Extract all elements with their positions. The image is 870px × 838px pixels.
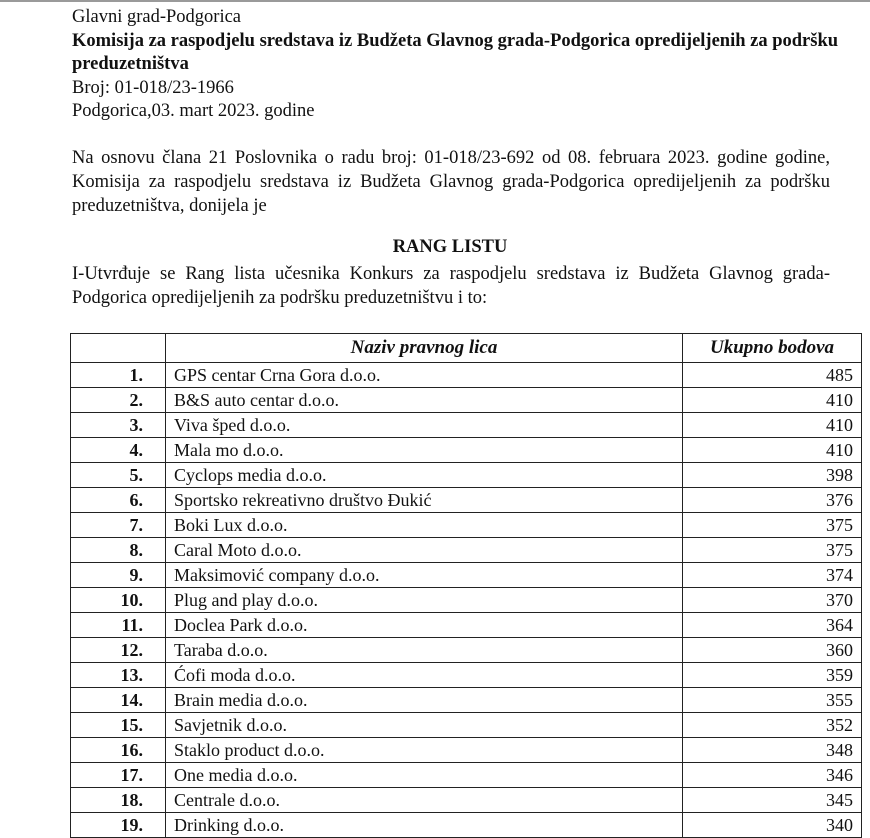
row-company-name: Savjetnik d.o.o. <box>166 713 683 738</box>
row-total-points: 375 <box>683 538 862 563</box>
header-number <box>71 334 166 363</box>
row-total-points: 355 <box>683 688 862 713</box>
row-total-points: 364 <box>683 613 862 638</box>
row-company-name: Brain media d.o.o. <box>166 688 683 713</box>
row-total-points: 410 <box>683 413 862 438</box>
row-company-name: Taraba d.o.o. <box>166 638 683 663</box>
row-number: 7. <box>71 513 166 538</box>
table-row <box>71 788 862 813</box>
table-row <box>71 738 862 763</box>
row-total-points: 348 <box>683 738 862 763</box>
row-number: 1. <box>71 363 166 388</box>
table-row <box>71 613 862 638</box>
row-company-name: Boki Lux d.o.o. <box>166 513 683 538</box>
page-top-edge <box>0 0 870 2</box>
row-company-name: Ćofi moda d.o.o. <box>166 663 683 688</box>
row-company-name: Centrale d.o.o. <box>166 788 683 813</box>
commission-name: Komisija za raspodjelu sredstava iz Budžeta Glavnog grada-Podgorica opredijeljenih za podršku preduzetništva <box>72 30 839 74</box>
row-total-points: 410 <box>683 438 862 463</box>
row-number: 3. <box>71 413 166 438</box>
row-total-points: 374 <box>683 563 862 588</box>
document-number: Broj: 01-018/23-1966 <box>72 77 234 98</box>
row-company-name: Cyclops media d.o.o. <box>166 463 683 488</box>
row-number: 6. <box>71 488 166 513</box>
row-number: 12. <box>71 638 166 663</box>
table-row <box>71 388 862 413</box>
row-total-points: 346 <box>683 763 862 788</box>
row-number: 5. <box>71 463 166 488</box>
table-row <box>71 488 862 513</box>
document-title: RANG LISTU <box>392 237 508 257</box>
row-number: 13. <box>71 663 166 688</box>
preamble-paragraph: Na osnovu člana 21 Poslovnika o radu broj: 01-018/23-692 od 08. februara 2023. godine godine, Komisija za raspodjelu sredstava iz Budžeta Glavnog grada-Podgorica opredijeljenih za podršku preduzetništva, donijela je <box>72 148 830 216</box>
row-company-name: Mala mo d.o.o. <box>166 438 683 463</box>
row-company-name: GPS centar Crna Gora d.o.o. <box>166 363 683 388</box>
row-total-points: 340 <box>683 813 862 838</box>
ranking-table <box>70 333 862 838</box>
row-number: 10. <box>71 588 166 613</box>
table-row <box>71 588 862 613</box>
table-row <box>71 813 862 838</box>
row-total-points: 370 <box>683 588 862 613</box>
row-company-name: Sportsko rekreativno društvo Đukić <box>166 488 683 513</box>
header-total-points: Ukupno bodova <box>683 334 862 363</box>
row-company-name: Doclea Park d.o.o. <box>166 613 683 638</box>
row-company-name: B&S auto centar d.o.o. <box>166 388 683 413</box>
table-row <box>71 663 862 688</box>
row-total-points: 352 <box>683 713 862 738</box>
row-total-points: 345 <box>683 788 862 813</box>
table-row <box>71 763 862 788</box>
row-total-points: 485 <box>683 363 862 388</box>
row-total-points: 376 <box>683 488 862 513</box>
row-number: 9. <box>71 563 166 588</box>
table-row <box>71 438 862 463</box>
row-number: 8. <box>71 538 166 563</box>
table-row <box>71 463 862 488</box>
table-row <box>71 713 862 738</box>
table-row <box>71 688 862 713</box>
row-number: 19. <box>71 813 166 838</box>
row-company-name: Maksimović company d.o.o. <box>166 563 683 588</box>
table-header-row <box>71 334 862 363</box>
table-row <box>71 513 862 538</box>
document-date: Podgorica,03. mart 2023. godine <box>72 101 315 121</box>
row-total-points: 359 <box>683 663 862 688</box>
row-company-name: Plug and play d.o.o. <box>166 588 683 613</box>
row-number: 11. <box>71 613 166 638</box>
header-company-name: Naziv pravnog lica <box>166 334 683 363</box>
row-company-name: One media d.o.o. <box>166 763 683 788</box>
row-total-points: 398 <box>683 463 862 488</box>
row-number: 17. <box>71 763 166 788</box>
row-total-points: 375 <box>683 513 862 538</box>
row-company-name: Drinking d.o.o. <box>166 813 683 838</box>
table-row <box>71 563 862 588</box>
row-number: 18. <box>71 788 166 813</box>
intro-paragraph: I-Utvrđuje se Rang lista učesnika Konkurs za raspodjelu sredstava iz Budžeta Glavnog grada-Podgorica opredijeljenih za podršku preduzetništvu i to: <box>72 264 830 308</box>
row-number: 14. <box>71 688 166 713</box>
row-number: 4. <box>71 438 166 463</box>
row-number: 15. <box>71 713 166 738</box>
row-company-name: Staklo product d.o.o. <box>166 738 683 763</box>
row-company-name: Viva šped d.o.o. <box>166 413 683 438</box>
table-row <box>71 638 862 663</box>
table-row <box>71 413 862 438</box>
row-number: 2. <box>71 388 166 413</box>
table-body <box>71 363 862 838</box>
city-name: Glavni grad-Podgorica <box>72 7 242 27</box>
row-total-points: 410 <box>683 388 862 413</box>
row-total-points: 360 <box>683 638 862 663</box>
document-header <box>72 6 842 124</box>
row-company-name: Caral Moto d.o.o. <box>166 538 683 563</box>
table-row <box>71 363 862 388</box>
row-number: 16. <box>71 738 166 763</box>
table-row <box>71 538 862 563</box>
